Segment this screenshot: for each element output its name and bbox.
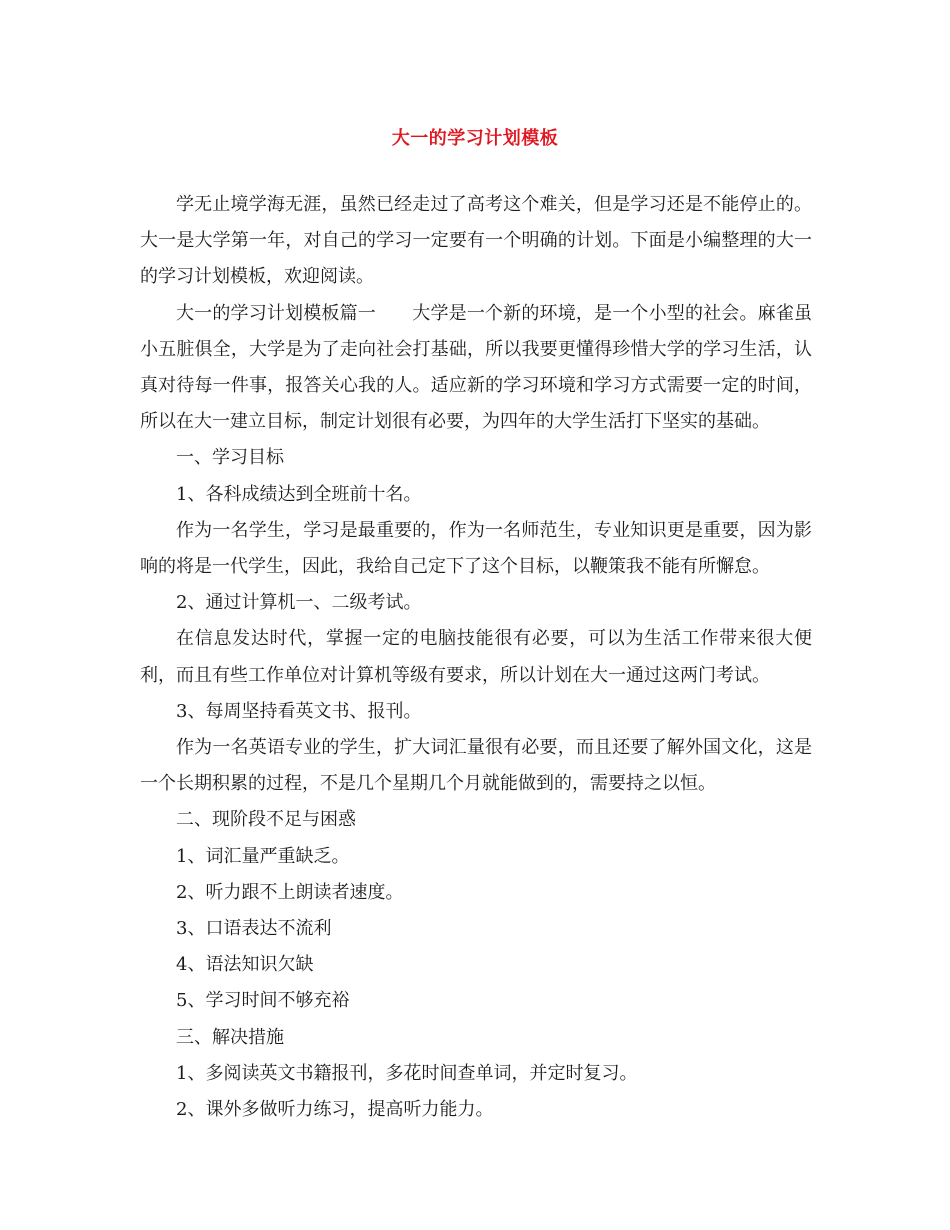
paragraph-intro: 学无止境学海无涯，虽然已经走过了高考这个难关，但是学习还是不能停止的。大一是大学第一年，对自己的学习一定要有一个明确的计划。下面是小编整理的大一的学习计划模板，欢迎阅读。 (140, 194, 812, 288)
problem-item-2: 2、听力跟不上朗读者速度。 (176, 881, 404, 903)
paragraph-plan-one: 大一的学习计划模板篇一 大学是一个新的环境，是一个小型的社会。麻雀虽小五脏俱全，大学是为了走向社会打基础，所以我要更懂得珍惜大学的学习生活，认真对待每一件事，报答关心我的人。适应新的学习环境和学习方式需要一定的时间，所以在大一建立目标，制定计划很有必要，为四年的大学生活打下坚实的基础。 (140, 302, 812, 433)
document-title: 大一的学习计划模板 (391, 128, 559, 149)
problem-item-4: 4、语法知识欠缺 (176, 954, 314, 976)
problem-item-5: 5、学习时间不够充裕 (176, 990, 350, 1012)
document-body (140, 187, 812, 1128)
goal-item-3-detail: 作为一名英语专业的学生，扩大词汇量很有必要，而且还要了解外国文化，这是一个长期积累的过程，不是几个星期几个月就能做到的，需要持之以恒。 (140, 737, 812, 795)
section-heading-goals: 一、学习目标 (176, 447, 284, 469)
goal-item-1: 1、各科成绩达到全班前十名。 (176, 483, 422, 505)
problem-item-1: 1、词汇量严重缺乏。 (176, 845, 350, 867)
solution-item-2: 2、课外多做听力练习，提高听力能力。 (176, 1099, 494, 1121)
solution-item-1: 1、多阅读英文书籍报刊，多花时间查单词，并定时复习。 (176, 1062, 638, 1084)
section-heading-problems: 二、现阶段不足与困惑 (176, 809, 356, 831)
goal-item-2-detail: 在信息发达时代，掌握一定的电脑技能很有必要，可以为生活工作带来很大便利，而且有些工作单位对计算机等级有要求，所以计划在大一通过这两门考试。 (140, 628, 812, 686)
goal-item-3: 3、每周坚持看英文书、报刊。 (176, 700, 422, 722)
problem-item-3: 3、口语表达不流利 (176, 918, 332, 940)
goal-item-2: 2、通过计算机一、二级考试。 (176, 592, 422, 614)
goal-item-1-detail: 作为一名学生，学习是最重要的，作为一名师范生，专业知识更是重要，因为影响的将是一代学生，因此，我给自己定下了这个目标，以鞭策我不能有所懈怠。 (140, 519, 812, 578)
section-heading-solutions: 三、解决措施 (176, 1026, 284, 1048)
